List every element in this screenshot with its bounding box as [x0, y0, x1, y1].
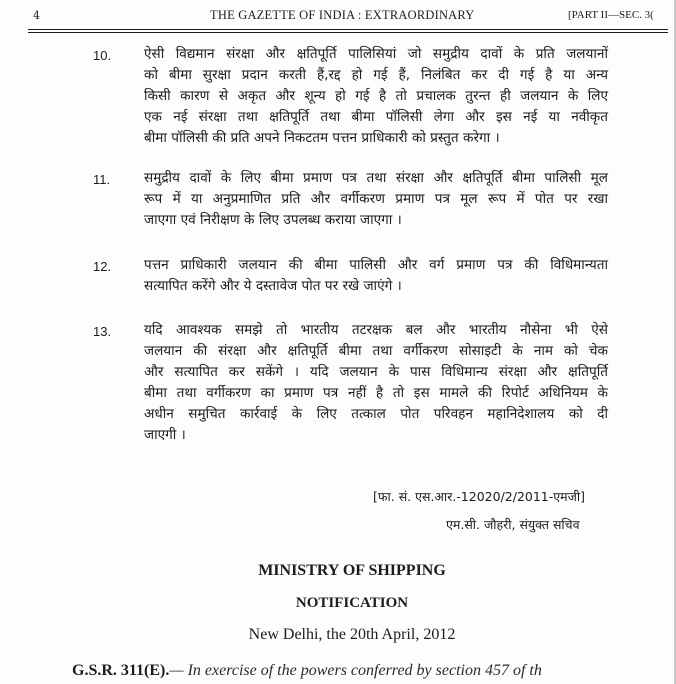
clause-number: 10. [93, 48, 112, 63]
notification-date: New Delhi, the 20th April, 2012 [248, 626, 456, 643]
clause-line: बीमा पॉलिसी की प्रति अपने निकटतम पत्तन प्राधिकारी को प्रस्तुत करेगा । [144, 130, 500, 146]
header-rule-top [28, 29, 668, 30]
clause-line: रूप में या अनुप्रमाणित प्रति और वर्गीकरण प्रमाण पत्र मूल रूप में पोत पर रखा [144, 191, 608, 207]
part-section-label: [PART II—SEC. 3( [568, 9, 654, 21]
clause-line: एक नई संरक्षा तथा क्षतिपूर्ति तथा बीमा पॉलिसी लेगा और इस नई या नवीकृत [144, 109, 608, 125]
clause-number: 13. [93, 324, 112, 339]
gsr-paragraph [72, 662, 542, 680]
clause-line: ऐसी विद्यमान संरक्षा और क्षतिपूर्ति पालिसियां जो समुद्रीय दावों के प्रति जलयानों [144, 46, 608, 62]
clause-line: को बीमा सुरक्षा प्रदान करती हैं,रद्द हो गई हैं, निलंबित कर दी गई है या अन्य [144, 67, 608, 83]
clause-line: जलयान की संरक्षा और क्षतिपूर्ति बीमा तथा वर्गीकरण सोसाइटी के नाम को चेक [144, 343, 608, 359]
header-rule-bottom [28, 32, 668, 33]
clause-number: 11. [93, 172, 111, 187]
clause-line: किसी कारण से अकृत और शून्य हो गई है तो प्रचालक तुरन्त ही जलयान के लिए [144, 88, 608, 104]
clause-line: और सत्यापित कर सकेंगे । यदि जलयान के पास विधिमान्य संरक्षा और क्षतिपूर्ति [144, 364, 608, 380]
clause-line: सत्यापित करेंगे और ये दस्तावेज पोत पर रखे जाएंगे । [144, 278, 402, 294]
signatory: एम.सी. जौहरी, संयुक्त सचिव [446, 517, 580, 532]
clause-number: 12. [93, 259, 112, 274]
gsr-reference: G.S.R. 311(E). [72, 662, 170, 679]
clause-line: अधीन समुचित कार्रवाई के लिए तत्काल पोत परिवहन महानिदेशालय को दी [144, 406, 608, 422]
clause-line: बीमा तथा वर्गीकरण का प्रमाण पत्र नहीं है तो इस मामले की रिपोर्ट अधिनियम के [144, 385, 608, 401]
clause-line: पत्तन प्राधिकारी जलयान की बीमा पालिसी और वर्ग प्रमाण पत्र की विधिमान्यता [144, 257, 608, 273]
clause-line: जाएगा एवं निरीक्षण के लिए उपलब्ध कराया जाएगा । [144, 212, 402, 228]
gazette-title: THE GAZETTE OF INDIA : EXTRAORDINARY [210, 8, 475, 22]
page-header [0, 0, 676, 30]
clause-line: जाएगी । [144, 427, 186, 443]
clause-line: समुद्रीय दावों के लिए बीमा प्रमाण पत्र तथा संरक्षा और क्षतिपूर्ति बीमा पालिसी मूल [144, 170, 608, 186]
file-reference: [फा. सं. एस.आर.-12020/2/2011-एमजी] [373, 489, 586, 504]
ministry-name: MINISTRY OF SHIPPING [258, 562, 446, 579]
clause-line: यदि आवश्यक समझे तो भारतीय तटरक्षक बल और भारतीय नौसेना भी ऐसे [144, 322, 608, 338]
gsr-text: — In exercise of the powers conferred by section 457 of th [169, 662, 542, 679]
page-number: 4 [33, 9, 40, 22]
notification-title: NOTIFICATION [295, 595, 409, 611]
